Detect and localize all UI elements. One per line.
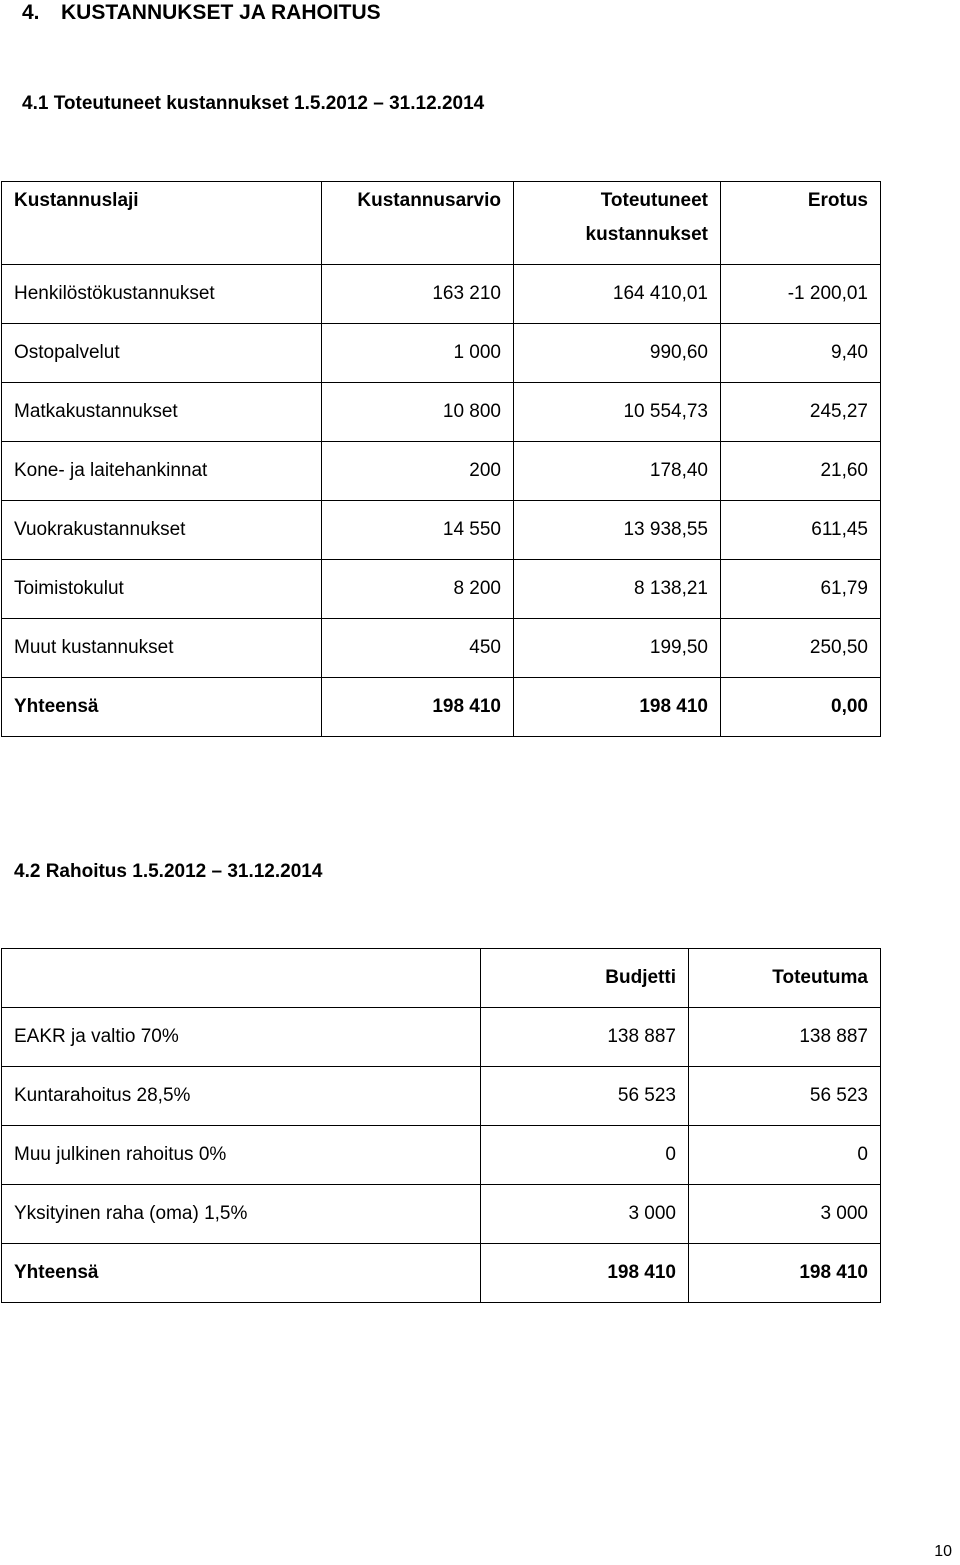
estimate-cell: 200	[322, 442, 514, 501]
source-cell: Yksityinen raha (oma) 1,5%	[2, 1185, 481, 1244]
section-title: KUSTANNUKSET JA RAHOITUS	[61, 1, 381, 24]
header-budget: Budjetti	[481, 949, 689, 1008]
table-row	[2, 265, 881, 324]
difference-cell: 9,40	[721, 324, 881, 383]
estimate-cell: 1 000	[322, 324, 514, 383]
budget-cell: 138 887	[481, 1008, 689, 1067]
estimate-cell: 10 800	[322, 383, 514, 442]
estimate-cell: 8 200	[322, 560, 514, 619]
source-cell: EAKR ja valtio 70%	[2, 1008, 481, 1067]
table-row	[2, 1185, 881, 1244]
table-row	[2, 619, 881, 678]
difference-cell: 21,60	[721, 442, 881, 501]
difference-cell: -1 200,01	[721, 265, 881, 324]
realized-cell: 990,60	[514, 324, 721, 383]
budget-cell: 3 000	[481, 1185, 689, 1244]
actual-cell: 3 000	[689, 1185, 881, 1244]
header-source	[2, 949, 481, 1008]
cost-type-cell: Henkilöstökustannukset	[2, 265, 322, 324]
cost-type-cell: Kone- ja laitehankinnat	[2, 442, 322, 501]
total-label: Yhteensä	[2, 1244, 481, 1303]
page-number: 10	[934, 1543, 952, 1560]
budget-cell: 0	[481, 1126, 689, 1185]
header-actual: Toteutuma	[689, 949, 881, 1008]
budget-cell: 56 523	[481, 1067, 689, 1126]
table-row	[2, 1126, 881, 1185]
difference-cell: 245,27	[721, 383, 881, 442]
funding-header-row	[2, 949, 881, 1008]
table-row	[2, 383, 881, 442]
realized-cell: 13 938,55	[514, 501, 721, 560]
total-realized: 198 410	[514, 678, 721, 737]
realized-cell: 199,50	[514, 619, 721, 678]
cost-type-cell: Muut kustannukset	[2, 619, 322, 678]
estimate-cell: 450	[322, 619, 514, 678]
costs-heading: 4.1 Toteutuneet kustannukset 1.5.2012 – 31.12.2014	[22, 93, 485, 114]
total-budget: 198 410	[481, 1244, 689, 1303]
funding-table	[1, 948, 881, 1303]
cost-type-cell: Vuokrakustannukset	[2, 501, 322, 560]
source-cell: Muu julkinen rahoitus 0%	[2, 1126, 481, 1185]
header-difference: Erotus	[721, 182, 881, 265]
total-actual: 198 410	[689, 1244, 881, 1303]
difference-cell: 61,79	[721, 560, 881, 619]
costs-header-row	[2, 182, 881, 265]
table-row	[2, 324, 881, 383]
funding-heading: 4.2 Rahoitus 1.5.2012 – 31.12.2014	[14, 861, 323, 882]
realized-cell: 164 410,01	[514, 265, 721, 324]
header-cost-type: Kustannuslaji	[2, 182, 322, 265]
estimate-cell: 163 210	[322, 265, 514, 324]
source-cell: Kuntarahoitus 28,5%	[2, 1067, 481, 1126]
total-estimate: 198 410	[322, 678, 514, 737]
table-row	[2, 442, 881, 501]
table-row	[2, 1008, 881, 1067]
difference-cell: 250,50	[721, 619, 881, 678]
costs-total-row	[2, 678, 881, 737]
section-heading	[22, 0, 381, 26]
realized-cell: 178,40	[514, 442, 721, 501]
cost-type-cell: Matkakustannukset	[2, 383, 322, 442]
actual-cell: 0	[689, 1126, 881, 1185]
difference-cell: 611,45	[721, 501, 881, 560]
cost-type-cell: Ostopalvelut	[2, 324, 322, 383]
table-row	[2, 1067, 881, 1126]
header-estimate: Kustannusarvio	[322, 182, 514, 265]
funding-total-row	[2, 1244, 881, 1303]
actual-cell: 56 523	[689, 1067, 881, 1126]
cost-type-cell: Toimistokulut	[2, 560, 322, 619]
costs-table	[1, 181, 881, 737]
total-label: Yhteensä	[2, 678, 322, 737]
realized-cell: 8 138,21	[514, 560, 721, 619]
total-difference: 0,00	[721, 678, 881, 737]
table-row	[2, 560, 881, 619]
header-realized: Toteutuneet kustannukset	[514, 182, 721, 265]
estimate-cell: 14 550	[322, 501, 514, 560]
actual-cell: 138 887	[689, 1008, 881, 1067]
realized-cell: 10 554,73	[514, 383, 721, 442]
table-row	[2, 501, 881, 560]
section-number: 4.	[22, 1, 40, 24]
